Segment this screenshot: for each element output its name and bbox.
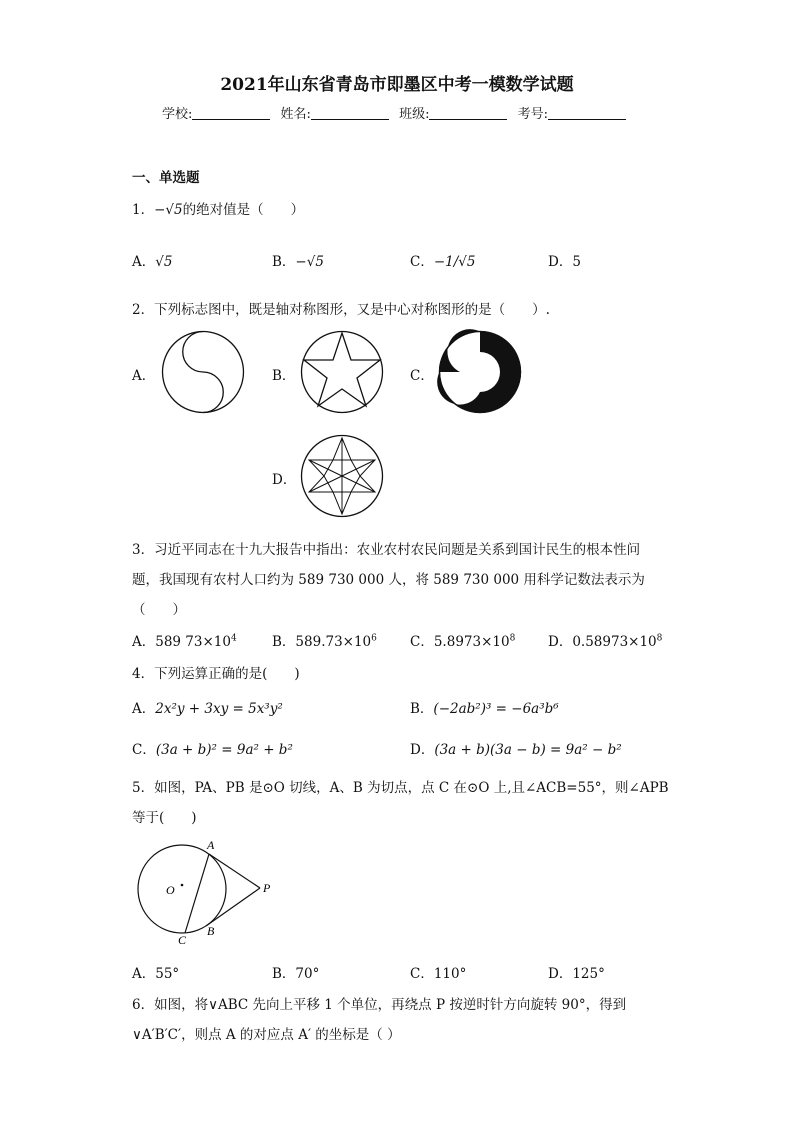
- option-exponent: 6: [371, 633, 377, 644]
- option-value: 5.8973×10: [433, 634, 510, 650]
- option-label: C．: [410, 966, 434, 982]
- q4-option-c[interactable]: [132, 738, 293, 758]
- q3-option-c[interactable]: [410, 630, 515, 650]
- option-label: B．: [272, 634, 296, 650]
- question-6-line-2: ∨A′B′C′，则点 A 的对应点 A′ 的坐标是（ ）: [132, 1027, 401, 1043]
- option-value: (−2ab²)³ = −6a³b⁶: [433, 701, 559, 717]
- exam-number-label: 考号:: [517, 107, 548, 122]
- point-p-label: P: [263, 881, 271, 895]
- option-exponent: 8: [656, 633, 663, 644]
- q3-option-b[interactable]: [272, 630, 377, 650]
- q4-option-a[interactable]: [132, 697, 283, 717]
- option-label: A．: [132, 254, 156, 270]
- q5-option-d[interactable]: [548, 962, 605, 982]
- q2-option-d-label[interactable]: D．: [272, 472, 297, 488]
- option-value: 5: [572, 254, 581, 270]
- q1-option-b[interactable]: [272, 250, 324, 270]
- option-exponent: 8: [509, 633, 516, 644]
- option-label: D．: [410, 742, 435, 758]
- option-label: D．: [548, 966, 573, 982]
- q5-option-c[interactable]: [410, 962, 466, 982]
- tangent-circle-figure: [132, 838, 282, 948]
- q5-option-b[interactable]: [272, 962, 319, 982]
- q2-option-c-label[interactable]: C．: [410, 368, 434, 384]
- option-value: √5: [155, 254, 173, 270]
- q1-option-d[interactable]: [548, 250, 581, 270]
- option-label: D．: [548, 254, 573, 270]
- point-a-label: A: [207, 838, 215, 852]
- option-value: −√5: [295, 254, 324, 270]
- school-label: 学校:: [162, 107, 193, 122]
- name-label: 姓名:: [280, 107, 311, 122]
- q2-option-b-label[interactable]: B．: [272, 368, 296, 384]
- question-1: [132, 198, 304, 218]
- point-b-label: B: [207, 924, 215, 938]
- option-label: A．: [132, 701, 156, 717]
- option-value: 589.73×10: [295, 634, 372, 650]
- option-label: A．: [132, 966, 156, 982]
- q1-option-c[interactable]: [410, 250, 475, 270]
- q3-option-a[interactable]: [132, 630, 237, 650]
- option-value: 2x²y + 3xy = 5x³y²: [155, 701, 283, 717]
- page-title: 2021年山东省青岛市即墨区中考一模数学试题: [220, 75, 574, 95]
- option-label: B．: [272, 254, 296, 270]
- option-value: 0.58973×10: [572, 634, 657, 650]
- option-exponent: 4: [230, 633, 237, 644]
- question-5-line-1: 5．如图，PA、PB 是⊙O 切线，A、B 为切点，点 C 在⊙O 上,且∠ACB=55°，则∠APB: [132, 780, 669, 796]
- q5-option-a[interactable]: [132, 962, 179, 982]
- swirl-circle-icon: [438, 330, 522, 414]
- star-in-circle-icon: [300, 330, 384, 414]
- class-label: 班级:: [399, 107, 430, 122]
- question-3-line-1: 3．习近平同志在十九大报告中指出：农业农村农民问题是关系到国计民生的根本性问: [132, 542, 641, 558]
- option-value: (3a + b)(3a − b) = 9a² − b²: [434, 742, 622, 758]
- question-5-line-2: 等于( ): [132, 810, 197, 826]
- question-1-text: 的绝对值是（ ）: [182, 202, 305, 218]
- school-blank[interactable]: [192, 107, 270, 120]
- option-value: 110°: [433, 966, 467, 982]
- option-label: C．: [132, 742, 156, 758]
- option-label: B．: [410, 701, 434, 717]
- section-heading: 一、单选题: [132, 170, 200, 186]
- point-c-label: C: [178, 933, 187, 947]
- q1-option-a[interactable]: [132, 250, 172, 270]
- yin-yang-circle-icon: [161, 330, 245, 414]
- student-info-line: [0, 103, 794, 122]
- question-3-line-2: 题，我国现有农村人口约为 589 730 000 人，将 589 730 000 用科学记数法表示为: [132, 572, 645, 588]
- option-value: −1/√5: [433, 254, 476, 270]
- name-blank[interactable]: [311, 107, 389, 120]
- option-label: C．: [410, 254, 434, 270]
- question-6-line-1: 6．如图，将∨ABC 先向上平移 1 个单位，再绕点 P 按逆时针方向旋转 90°，得到: [132, 997, 627, 1013]
- point-o-label: O: [166, 883, 175, 897]
- option-value: 589 73×10: [155, 634, 231, 650]
- option-value: 55°: [155, 966, 180, 982]
- question-2: 2．下列标志图中，既是轴对称图形，又是中心对称图形的是（ ）.: [132, 302, 550, 318]
- q3-option-d[interactable]: [548, 630, 662, 650]
- q4-option-b[interactable]: [410, 697, 559, 717]
- option-value: 70°: [295, 966, 320, 982]
- option-value: 125°: [572, 966, 605, 982]
- question-number: 1．: [132, 202, 155, 218]
- option-label: C．: [410, 634, 434, 650]
- question-3-line-3: （ ）: [132, 602, 186, 618]
- q2-option-a-label[interactable]: A．: [132, 368, 156, 384]
- option-label: B．: [272, 966, 296, 982]
- option-value: (3a + b)² = 9a² + b²: [155, 742, 293, 758]
- question-1-expression: −√5: [154, 202, 183, 218]
- option-label: D．: [548, 634, 573, 650]
- six-point-star-circle-icon: [300, 434, 384, 518]
- exam-number-blank[interactable]: [548, 107, 626, 120]
- q4-option-d[interactable]: [410, 738, 622, 758]
- question-4: 4．下列运算正确的是( ): [132, 666, 300, 682]
- class-blank[interactable]: [429, 107, 507, 120]
- option-label: A．: [132, 634, 156, 650]
